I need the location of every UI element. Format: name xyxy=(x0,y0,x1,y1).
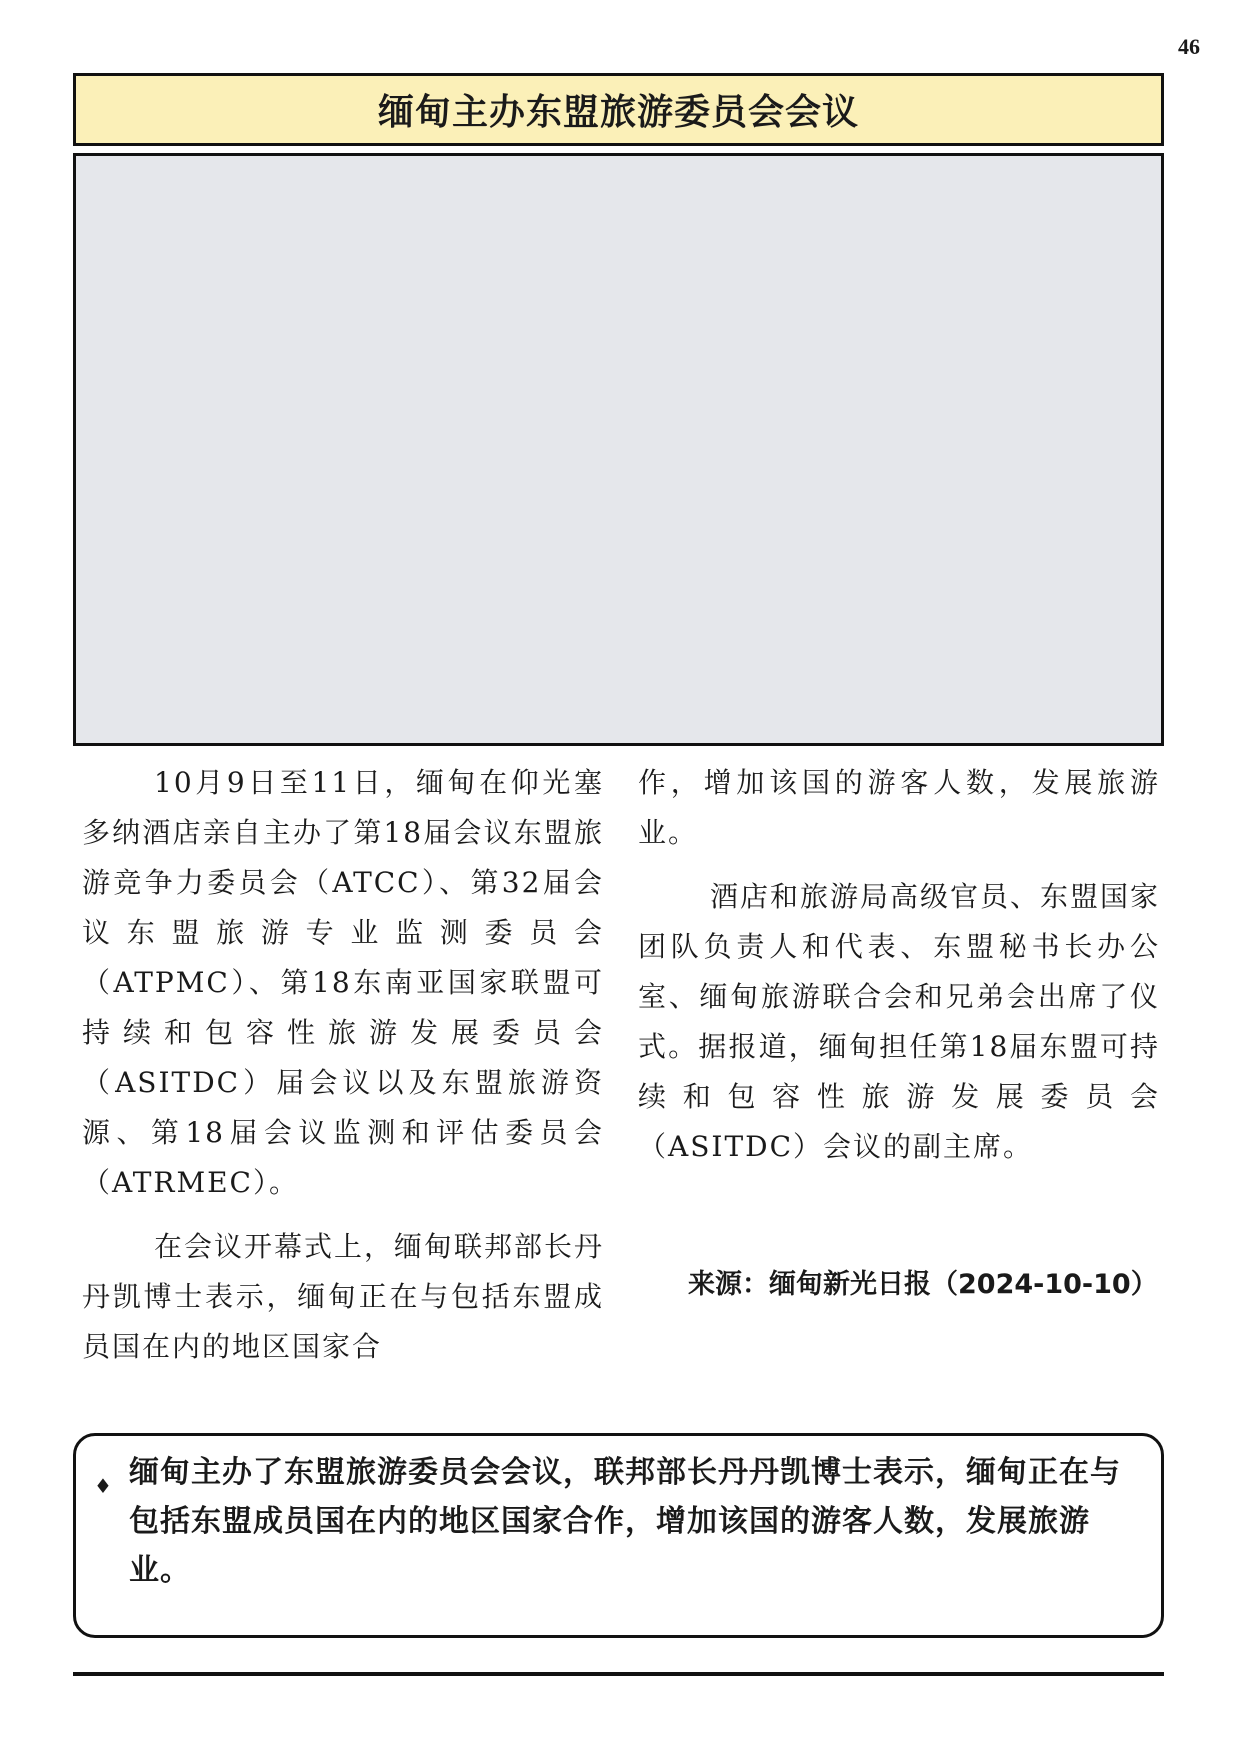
bottom-divider xyxy=(73,1672,1164,1676)
article-paragraph-3: 酒店和旅游局高级官员、东盟国家团队负责人和代表、东盟秘书长办公室、缅甸旅游联合会和兄弟会出席了仪式。据报道，缅甸担任第18届东盟可持续和包容性旅游发展委员会（ASITDC）会议的副主席。 xyxy=(638,880,1161,1163)
article-source: 来源：缅甸新光日报（2024-10-10） xyxy=(688,1269,1158,1300)
article-paragraph-2: 在会议开幕式上，缅甸联邦部长丹丹凯博士表示，缅甸正在与包括东盟成员国在内的地区国家合 xyxy=(82,1230,605,1363)
event-photo xyxy=(73,153,1164,746)
article-paragraph-2-continued: 作，增加该国的游客人数，发展旅游业。 xyxy=(638,766,1160,849)
bullet-icon: ♦ xyxy=(94,1474,112,1498)
title-banner xyxy=(73,73,1164,146)
article-column-left xyxy=(82,758,604,1386)
summary-text: 缅甸主办了东盟旅游委员会会议，联邦部长丹丹凯博士表示，缅甸正在与包括东盟成员国在内的地区国家合作，增加该国的游客人数，发展旅游业。 xyxy=(129,1455,1121,1588)
article-column-right xyxy=(638,758,1160,1186)
summary-box xyxy=(73,1433,1164,1638)
page-number: 46 xyxy=(1178,34,1200,59)
article-title: 缅甸主办东盟旅游委员会会议 xyxy=(377,92,859,133)
article-paragraph-1: 10月9日至11日，缅甸在仰光塞多纳酒店亲自主办了第18届会议东盟旅游竞争力委员会（ATCC）、第32届会议东盟旅游专业监测委员会（ATPMC）、第18东南亚国家联盟可持续和包容性旅游发展委员会（ASITDC）届会议以及东盟旅游资源、第18届会议监测和评估委员会（ATRMEC）。 xyxy=(82,766,604,1199)
